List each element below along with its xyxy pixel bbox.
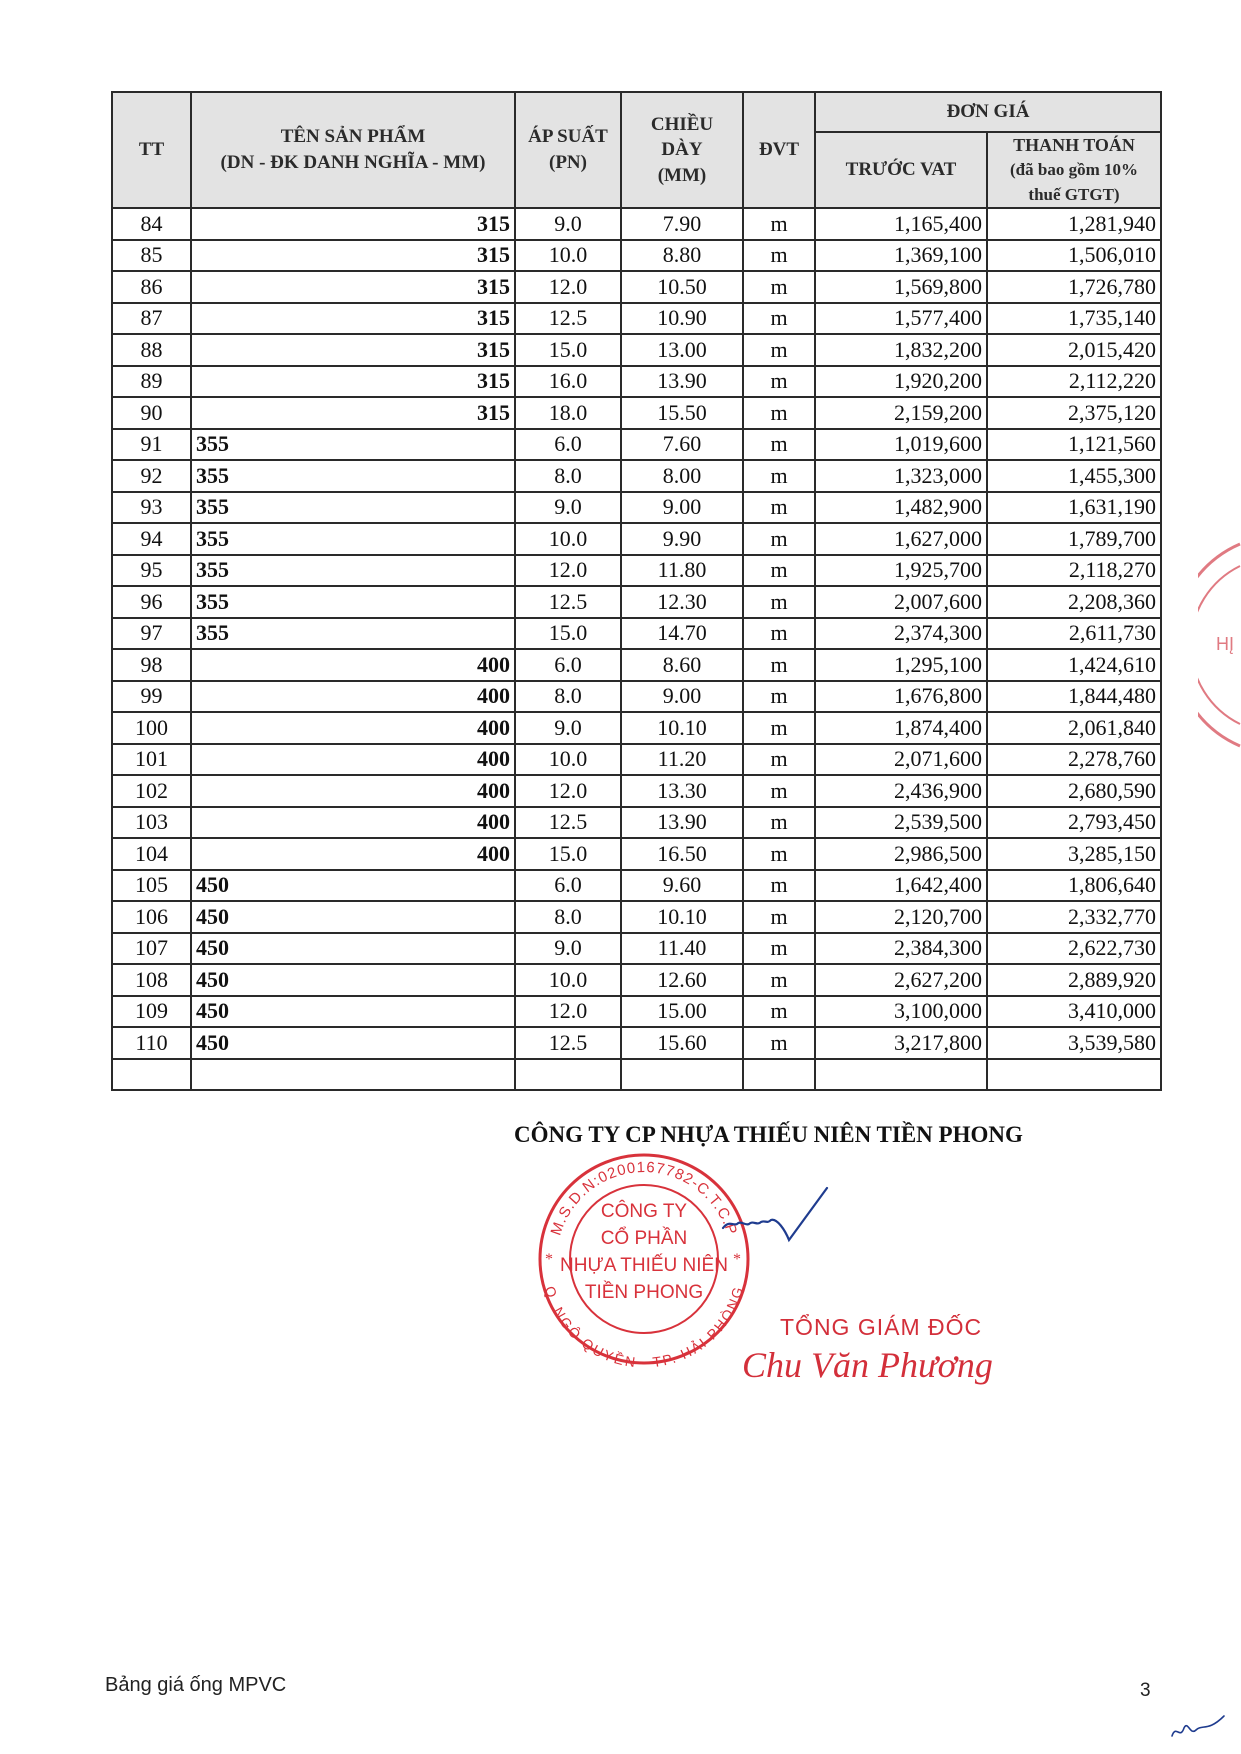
cell-price-before-vat: 1,019,600 — [815, 429, 987, 461]
empty-cell — [112, 1059, 191, 1091]
cell-pressure: 12.0 — [515, 996, 621, 1028]
table-row — [112, 744, 1161, 776]
cell-nominal-diameter: 400 — [191, 838, 515, 870]
table-row — [112, 555, 1161, 587]
cell-unit: m — [743, 586, 815, 618]
cell-tt: 108 — [112, 964, 191, 996]
cell-nominal-diameter: 450 — [191, 1027, 515, 1059]
cell-pressure: 15.0 — [515, 334, 621, 366]
cell-pressure: 12.0 — [515, 775, 621, 807]
cell-unit: m — [743, 933, 815, 965]
cell-price-payment: 1,726,780 — [987, 271, 1161, 303]
cell-price-before-vat: 2,159,200 — [815, 397, 987, 429]
table-row — [112, 870, 1161, 902]
cell-price-payment: 1,281,940 — [987, 208, 1161, 240]
cell-thickness: 11.20 — [621, 744, 743, 776]
cell-price-before-vat: 2,627,200 — [815, 964, 987, 996]
cell-thickness: 7.90 — [621, 208, 743, 240]
cell-pressure: 15.0 — [515, 838, 621, 870]
cell-price-payment: 1,844,480 — [987, 681, 1161, 713]
cell-price-payment: 1,424,610 — [987, 649, 1161, 681]
empty-cell — [743, 1059, 815, 1091]
table-row — [112, 618, 1161, 650]
cell-tt: 102 — [112, 775, 191, 807]
cell-unit: m — [743, 271, 815, 303]
table-row — [112, 649, 1161, 681]
cell-unit: m — [743, 838, 815, 870]
cell-price-payment: 2,118,270 — [987, 555, 1161, 587]
cell-thickness: 13.30 — [621, 775, 743, 807]
cell-price-payment: 1,506,010 — [987, 240, 1161, 272]
cell-price-before-vat: 1,874,400 — [815, 712, 987, 744]
header-thickness: CHIỀU DÀY (MM) — [621, 92, 743, 208]
cell-thickness: 15.00 — [621, 996, 743, 1028]
cell-nominal-diameter: 355 — [191, 618, 515, 650]
cell-unit: m — [743, 555, 815, 587]
table-row — [112, 303, 1161, 335]
footer-doc-title: Bảng giá ống MPVC — [105, 1674, 287, 1696]
cell-price-before-vat: 1,165,400 — [815, 208, 987, 240]
stamp-center-text: CÔNG TY CỔ PHẦN NHỰA THIẾU NIÊN TIỀN PHONG — [560, 1201, 728, 1303]
cell-pressure: 12.0 — [515, 555, 621, 587]
cell-price-payment: 2,889,920 — [987, 964, 1161, 996]
cell-price-before-vat: 1,925,700 — [815, 555, 987, 587]
cell-thickness: 13.90 — [621, 366, 743, 398]
cell-unit: m — [743, 429, 815, 461]
header-pressure: ÁP SUẤT (PN) — [515, 92, 621, 208]
cell-nominal-diameter: 355 — [191, 492, 515, 524]
cell-tt: 100 — [112, 712, 191, 744]
cell-price-before-vat: 1,369,100 — [815, 240, 987, 272]
cell-nominal-diameter: 400 — [191, 712, 515, 744]
cell-tt: 89 — [112, 366, 191, 398]
cell-pressure: 8.0 — [515, 901, 621, 933]
empty-cell — [621, 1059, 743, 1091]
cell-pressure: 12.5 — [515, 1027, 621, 1059]
cell-price-before-vat: 2,374,300 — [815, 618, 987, 650]
header-price-group: ĐƠN GIÁ — [815, 92, 1161, 132]
cell-unit: m — [743, 460, 815, 492]
cell-price-before-vat: 1,627,000 — [815, 523, 987, 555]
cell-tt: 91 — [112, 429, 191, 461]
cell-price-payment: 1,455,300 — [987, 460, 1161, 492]
cell-unit: m — [743, 712, 815, 744]
cell-nominal-diameter: 355 — [191, 555, 515, 587]
cell-tt: 106 — [112, 901, 191, 933]
cell-pressure: 15.0 — [515, 618, 621, 650]
header-before-vat: TRƯỚC VAT — [815, 132, 987, 208]
cell-tt: 90 — [112, 397, 191, 429]
cell-thickness: 8.00 — [621, 460, 743, 492]
cell-nominal-diameter: 315 — [191, 366, 515, 398]
cell-price-before-vat: 1,577,400 — [815, 303, 987, 335]
cell-tt: 88 — [112, 334, 191, 366]
cell-unit: m — [743, 775, 815, 807]
cell-price-before-vat: 1,482,900 — [815, 492, 987, 524]
table-row — [112, 240, 1161, 272]
cell-nominal-diameter: 450 — [191, 870, 515, 902]
cell-tt: 97 — [112, 618, 191, 650]
cell-thickness: 13.90 — [621, 807, 743, 839]
cell-price-payment: 2,375,120 — [987, 397, 1161, 429]
cell-nominal-diameter: 400 — [191, 807, 515, 839]
table-row — [112, 901, 1161, 933]
empty-cell — [815, 1059, 987, 1091]
cell-price-payment: 2,112,220 — [987, 366, 1161, 398]
cell-nominal-diameter: 400 — [191, 649, 515, 681]
header-product-name: TÊN SẢN PHẨM (DN - ĐK DANH NGHĨA - MM) — [191, 92, 515, 208]
cell-thickness: 8.80 — [621, 240, 743, 272]
cell-nominal-diameter: 400 — [191, 681, 515, 713]
cell-price-payment: 2,622,730 — [987, 933, 1161, 965]
cell-unit: m — [743, 1027, 815, 1059]
cell-tt: 92 — [112, 460, 191, 492]
cell-nominal-diameter: 355 — [191, 460, 515, 492]
table-row — [112, 681, 1161, 713]
director-title: TỔNG GIÁM ĐỐC — [780, 1314, 983, 1340]
cell-pressure: 16.0 — [515, 366, 621, 398]
cell-price-before-vat: 1,569,800 — [815, 271, 987, 303]
cell-thickness: 15.50 — [621, 397, 743, 429]
table-body — [112, 208, 1161, 1090]
table-row — [112, 397, 1161, 429]
cell-pressure: 12.5 — [515, 303, 621, 335]
cell-thickness: 12.30 — [621, 586, 743, 618]
cell-unit: m — [743, 964, 815, 996]
cell-tt: 103 — [112, 807, 191, 839]
cell-pressure: 9.0 — [515, 712, 621, 744]
cell-pressure: 9.0 — [515, 492, 621, 524]
cell-unit: m — [743, 901, 815, 933]
signature-icon — [715, 1180, 855, 1260]
table-row — [112, 460, 1161, 492]
cell-pressure: 6.0 — [515, 429, 621, 461]
table-row — [112, 838, 1161, 870]
cell-price-payment: 3,539,580 — [987, 1027, 1161, 1059]
cell-pressure: 10.0 — [515, 964, 621, 996]
cell-pressure: 9.0 — [515, 933, 621, 965]
cell-nominal-diameter: 315 — [191, 240, 515, 272]
table-row — [112, 712, 1161, 744]
empty-cell — [515, 1059, 621, 1091]
cell-thickness: 9.60 — [621, 870, 743, 902]
cell-price-before-vat: 1,920,200 — [815, 366, 987, 398]
cell-pressure: 6.0 — [515, 870, 621, 902]
cell-tt: 86 — [112, 271, 191, 303]
table-row — [112, 492, 1161, 524]
cell-nominal-diameter: 315 — [191, 208, 515, 240]
cell-price-payment: 2,611,730 — [987, 618, 1161, 650]
cell-unit: m — [743, 208, 815, 240]
cell-price-payment: 1,806,640 — [987, 870, 1161, 902]
cell-tt: 96 — [112, 586, 191, 618]
cell-price-before-vat: 1,295,100 — [815, 649, 987, 681]
cell-pressure: 10.0 — [515, 240, 621, 272]
table-row — [112, 964, 1161, 996]
cell-unit: m — [743, 870, 815, 902]
svg-text:HĮ: HĮ — [1216, 634, 1234, 654]
cell-nominal-diameter: 450 — [191, 933, 515, 965]
cell-unit: m — [743, 240, 815, 272]
cell-thickness: 9.90 — [621, 523, 743, 555]
cell-pressure: 12.0 — [515, 271, 621, 303]
cell-thickness: 13.00 — [621, 334, 743, 366]
cell-thickness: 7.60 — [621, 429, 743, 461]
cell-price-before-vat: 1,323,000 — [815, 460, 987, 492]
table-row — [112, 775, 1161, 807]
cell-unit: m — [743, 618, 815, 650]
cell-thickness: 10.90 — [621, 303, 743, 335]
cell-price-payment: 2,332,770 — [987, 901, 1161, 933]
cell-nominal-diameter: 315 — [191, 334, 515, 366]
cell-nominal-diameter: 400 — [191, 744, 515, 776]
cell-price-before-vat: 2,120,700 — [815, 901, 987, 933]
table-row — [112, 586, 1161, 618]
cell-nominal-diameter: 355 — [191, 586, 515, 618]
cell-price-before-vat: 2,539,500 — [815, 807, 987, 839]
empty-cell — [191, 1059, 515, 1091]
cell-thickness: 16.50 — [621, 838, 743, 870]
cell-tt: 104 — [112, 838, 191, 870]
cell-nominal-diameter: 400 — [191, 775, 515, 807]
cell-pressure: 10.0 — [515, 744, 621, 776]
cell-thickness: 11.40 — [621, 933, 743, 965]
cell-thickness: 10.10 — [621, 712, 743, 744]
star-right-icon: * — [733, 1251, 741, 1268]
cell-price-before-vat: 1,676,800 — [815, 681, 987, 713]
cell-pressure: 12.5 — [515, 586, 621, 618]
price-table — [111, 91, 1162, 1091]
table-row — [112, 366, 1161, 398]
cell-thickness: 15.60 — [621, 1027, 743, 1059]
cell-tt: 84 — [112, 208, 191, 240]
cell-price-before-vat: 2,007,600 — [815, 586, 987, 618]
cell-price-before-vat: 3,217,800 — [815, 1027, 987, 1059]
cell-price-payment: 1,789,700 — [987, 523, 1161, 555]
cell-unit: m — [743, 523, 815, 555]
table-row — [112, 208, 1161, 240]
star-left-icon: * — [545, 1251, 553, 1268]
cell-pressure: 18.0 — [515, 397, 621, 429]
cell-tt: 101 — [112, 744, 191, 776]
table-row — [112, 523, 1161, 555]
cell-tt: 105 — [112, 870, 191, 902]
cell-price-before-vat: 2,071,600 — [815, 744, 987, 776]
stamp-ring-top-text: M.S.D.N:0200167782-C.T.C.P — [547, 1158, 741, 1238]
cell-unit: m — [743, 744, 815, 776]
cell-tt: 98 — [112, 649, 191, 681]
cell-thickness: 9.00 — [621, 681, 743, 713]
cell-unit: m — [743, 807, 815, 839]
initials-icon — [1168, 1710, 1228, 1744]
table-row — [112, 996, 1161, 1028]
cell-nominal-diameter: 450 — [191, 996, 515, 1028]
cell-thickness: 12.60 — [621, 964, 743, 996]
cell-tt: 110 — [112, 1027, 191, 1059]
table-row-empty — [112, 1059, 1161, 1091]
table-row — [112, 429, 1161, 461]
table-row — [112, 933, 1161, 965]
company-name: CÔNG TY CP NHỰA THIẾU NIÊN TIỀN PHONG — [514, 1122, 1023, 1147]
table-row — [112, 807, 1161, 839]
cell-price-payment: 2,061,840 — [987, 712, 1161, 744]
cell-pressure: 8.0 — [515, 460, 621, 492]
cell-unit: m — [743, 649, 815, 681]
cell-price-payment: 2,680,590 — [987, 775, 1161, 807]
cell-tt: 87 — [112, 303, 191, 335]
cell-nominal-diameter: 450 — [191, 964, 515, 996]
cell-tt: 107 — [112, 933, 191, 965]
cell-price-payment: 3,285,150 — [987, 838, 1161, 870]
cell-unit: m — [743, 492, 815, 524]
cell-price-before-vat: 1,832,200 — [815, 334, 987, 366]
cell-pressure: 6.0 — [515, 649, 621, 681]
table-row — [112, 334, 1161, 366]
cell-thickness: 10.50 — [621, 271, 743, 303]
cell-unit: m — [743, 397, 815, 429]
cell-pressure: 12.5 — [515, 807, 621, 839]
cell-thickness: 9.00 — [621, 492, 743, 524]
cell-thickness: 14.70 — [621, 618, 743, 650]
cell-price-before-vat: 3,100,000 — [815, 996, 987, 1028]
cell-unit: m — [743, 303, 815, 335]
cell-nominal-diameter: 315 — [191, 303, 515, 335]
cell-unit: m — [743, 996, 815, 1028]
cell-tt: 85 — [112, 240, 191, 272]
cell-unit: m — [743, 334, 815, 366]
cell-price-before-vat: 2,986,500 — [815, 838, 987, 870]
cell-tt: 93 — [112, 492, 191, 524]
table-row — [112, 1027, 1161, 1059]
cell-price-before-vat: 1,642,400 — [815, 870, 987, 902]
page-number: 3 — [1140, 1680, 1151, 1701]
cell-pressure: 9.0 — [515, 208, 621, 240]
cell-pressure: 10.0 — [515, 523, 621, 555]
cell-nominal-diameter: 355 — [191, 523, 515, 555]
cell-thickness: 11.80 — [621, 555, 743, 587]
stamp-ring-bottom-text: Q. NGÔ QUYỀN - TP. HẢI PHÒNG — [541, 1284, 747, 1370]
cell-price-payment: 1,121,560 — [987, 429, 1161, 461]
cell-price-payment: 2,278,760 — [987, 744, 1161, 776]
cell-nominal-diameter: 315 — [191, 397, 515, 429]
cell-thickness: 10.10 — [621, 901, 743, 933]
cell-tt: 99 — [112, 681, 191, 713]
cell-price-payment: 1,631,190 — [987, 492, 1161, 524]
cell-nominal-diameter: 355 — [191, 429, 515, 461]
cell-tt: 94 — [112, 523, 191, 555]
cell-thickness: 8.60 — [621, 649, 743, 681]
cell-nominal-diameter: 315 — [191, 271, 515, 303]
cell-pressure: 8.0 — [515, 681, 621, 713]
table-header — [112, 92, 1161, 208]
director-name: Chu Văn Phương — [742, 1345, 993, 1385]
cell-price-payment: 2,793,450 — [987, 807, 1161, 839]
header-unit: ĐVT — [743, 92, 815, 208]
empty-cell — [987, 1059, 1161, 1091]
cell-price-before-vat: 2,436,900 — [815, 775, 987, 807]
cell-price-payment: 1,735,140 — [987, 303, 1161, 335]
partial-stamp-icon — [1198, 540, 1241, 750]
cell-tt: 95 — [112, 555, 191, 587]
cell-price-payment: 2,208,360 — [987, 586, 1161, 618]
cell-price-payment: 2,015,420 — [987, 334, 1161, 366]
header-tt: TT — [112, 92, 191, 208]
cell-price-payment: 3,410,000 — [987, 996, 1161, 1028]
cell-unit: m — [743, 681, 815, 713]
cell-tt: 109 — [112, 996, 191, 1028]
cell-price-before-vat: 2,384,300 — [815, 933, 987, 965]
table-row — [112, 271, 1161, 303]
cell-unit: m — [743, 366, 815, 398]
cell-nominal-diameter: 450 — [191, 901, 515, 933]
header-payment: THANH TOÁN (đã bao gồm 10% thuế GTGT) — [987, 132, 1161, 208]
